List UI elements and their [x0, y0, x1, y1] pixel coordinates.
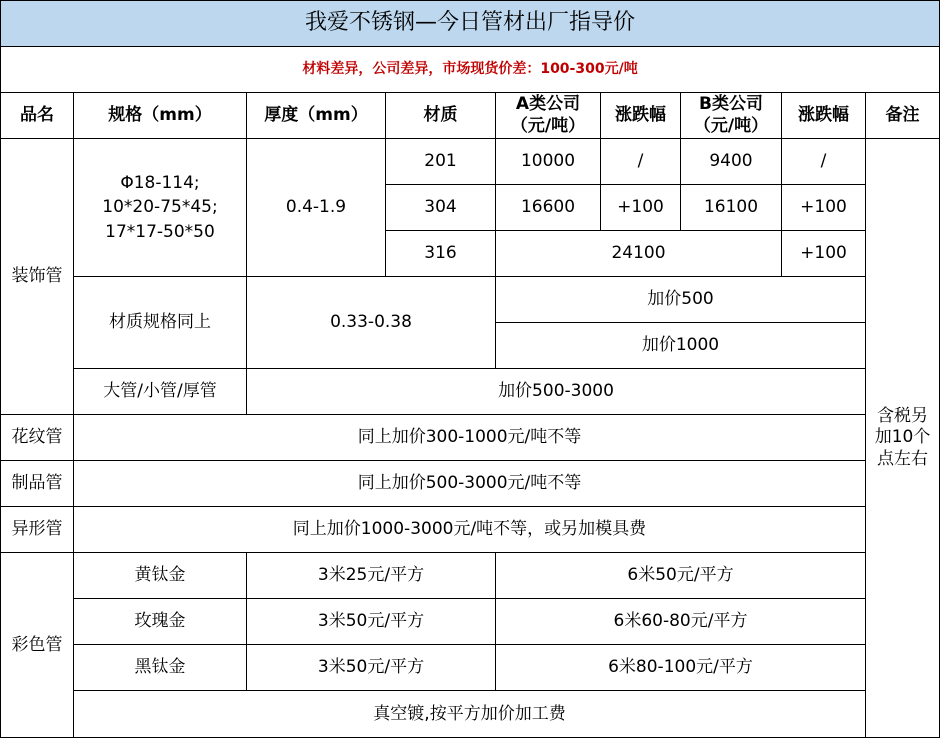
- product-name-decorative: 装饰管: [1, 139, 74, 415]
- decorative-spec: [74, 139, 247, 277]
- header-a-change: 涨跌幅: [601, 93, 681, 139]
- price-3m-cell: 3米50元/平方: [247, 599, 496, 645]
- same-spec-thickness-cell: 0.33-0.38: [247, 277, 496, 369]
- spec-line: Φ18-114;: [120, 172, 200, 193]
- same-spec-cell: 材质规格同上: [74, 277, 247, 369]
- header-spec: 规格（mm）: [74, 93, 247, 139]
- decorative-thickness: 0.4-1.9: [247, 139, 386, 277]
- price-cell: 24100: [496, 231, 782, 277]
- b-change-cell: +100: [782, 231, 866, 277]
- remark-line: 含税另: [877, 406, 929, 427]
- header-b-change: 涨跌幅: [782, 93, 866, 139]
- header-a-price: [496, 93, 601, 139]
- product-name-colored: 彩色管: [1, 553, 74, 738]
- extra-price-cell: 加价500: [496, 277, 866, 323]
- price-6m-cell: 6米60-80元/平方: [496, 599, 866, 645]
- header-a-price-line2: （元/吨）: [510, 115, 586, 136]
- price-6m-cell: 6米80-100元/平方: [496, 645, 866, 691]
- spec-line: 10*20-75*45;: [102, 197, 218, 218]
- table-row: [1, 645, 940, 691]
- price-3m-cell: 3米50元/平方: [247, 645, 496, 691]
- header-b-price-line1: B类公司: [699, 94, 763, 115]
- color-type-cell: 玫瑰金: [74, 599, 247, 645]
- material-cell: 304: [386, 185, 496, 231]
- table-row: [1, 415, 940, 461]
- a-price-cell: 16600: [496, 185, 601, 231]
- price-6m-cell: 6米50元/平方: [496, 553, 866, 599]
- price-difference-note: 材料差异，公司差异，市场现货价差：100-300元/吨: [1, 47, 940, 93]
- product-name-special: 异形管: [1, 507, 74, 553]
- table-row: [1, 507, 940, 553]
- table-row: [1, 461, 940, 507]
- patterned-price-cell: 同上加价300-1000元/吨不等: [74, 415, 866, 461]
- header-name: 品名: [1, 93, 74, 139]
- table-row: [1, 277, 940, 323]
- table-row: [1, 553, 940, 599]
- color-type-cell: 黄钛金: [74, 553, 247, 599]
- title-row: [1, 1, 940, 47]
- product-name-product: 制品管: [1, 461, 74, 507]
- header-material: 材质: [386, 93, 496, 139]
- a-change-cell: +100: [601, 185, 681, 231]
- spec-line: 17*17-50*50: [105, 221, 215, 242]
- header-a-price-line1: A类公司: [515, 94, 581, 115]
- b-change-cell: +100: [782, 185, 866, 231]
- header-thickness: 厚度（mm）: [247, 93, 386, 139]
- extra-price-cell: 加价1000: [496, 323, 866, 369]
- header-b-price-line2: （元/吨）: [693, 115, 769, 136]
- product-name-patterned: 花纹管: [1, 415, 74, 461]
- remark-line: 加10个: [874, 427, 931, 448]
- note-row: [1, 47, 940, 93]
- table-row: [1, 691, 940, 738]
- remark-line: 点左右: [877, 448, 929, 469]
- table-row: [1, 369, 940, 415]
- remark-cell: [866, 139, 940, 738]
- table-row: [1, 139, 940, 185]
- b-price-cell: 9400: [681, 139, 782, 185]
- page-title: 我爱不锈钢—今日管材出厂指导价: [1, 1, 940, 47]
- special-price-cell: 同上加价1000-3000元/吨不等，或另加模具费: [74, 507, 866, 553]
- header-remark: 备注: [866, 93, 940, 139]
- big-pipe-cell: 大管/小管/厚管: [74, 369, 247, 415]
- b-price-cell: 16100: [681, 185, 782, 231]
- table-row: [1, 599, 940, 645]
- a-change-cell: /: [601, 139, 681, 185]
- price-3m-cell: 3米25元/平方: [247, 553, 496, 599]
- big-pipe-price-cell: 加价500-3000: [247, 369, 866, 415]
- b-change-cell: /: [782, 139, 866, 185]
- a-price-cell: 10000: [496, 139, 601, 185]
- header-b-price: [681, 93, 782, 139]
- material-cell: 201: [386, 139, 496, 185]
- header-row: [1, 93, 940, 139]
- vacuum-coating-cell: 真空镀,按平方加价加工费: [74, 691, 866, 738]
- material-cell: 316: [386, 231, 496, 277]
- product-price-cell: 同上加价500-3000元/吨不等: [74, 461, 866, 507]
- color-type-cell: 黑钛金: [74, 645, 247, 691]
